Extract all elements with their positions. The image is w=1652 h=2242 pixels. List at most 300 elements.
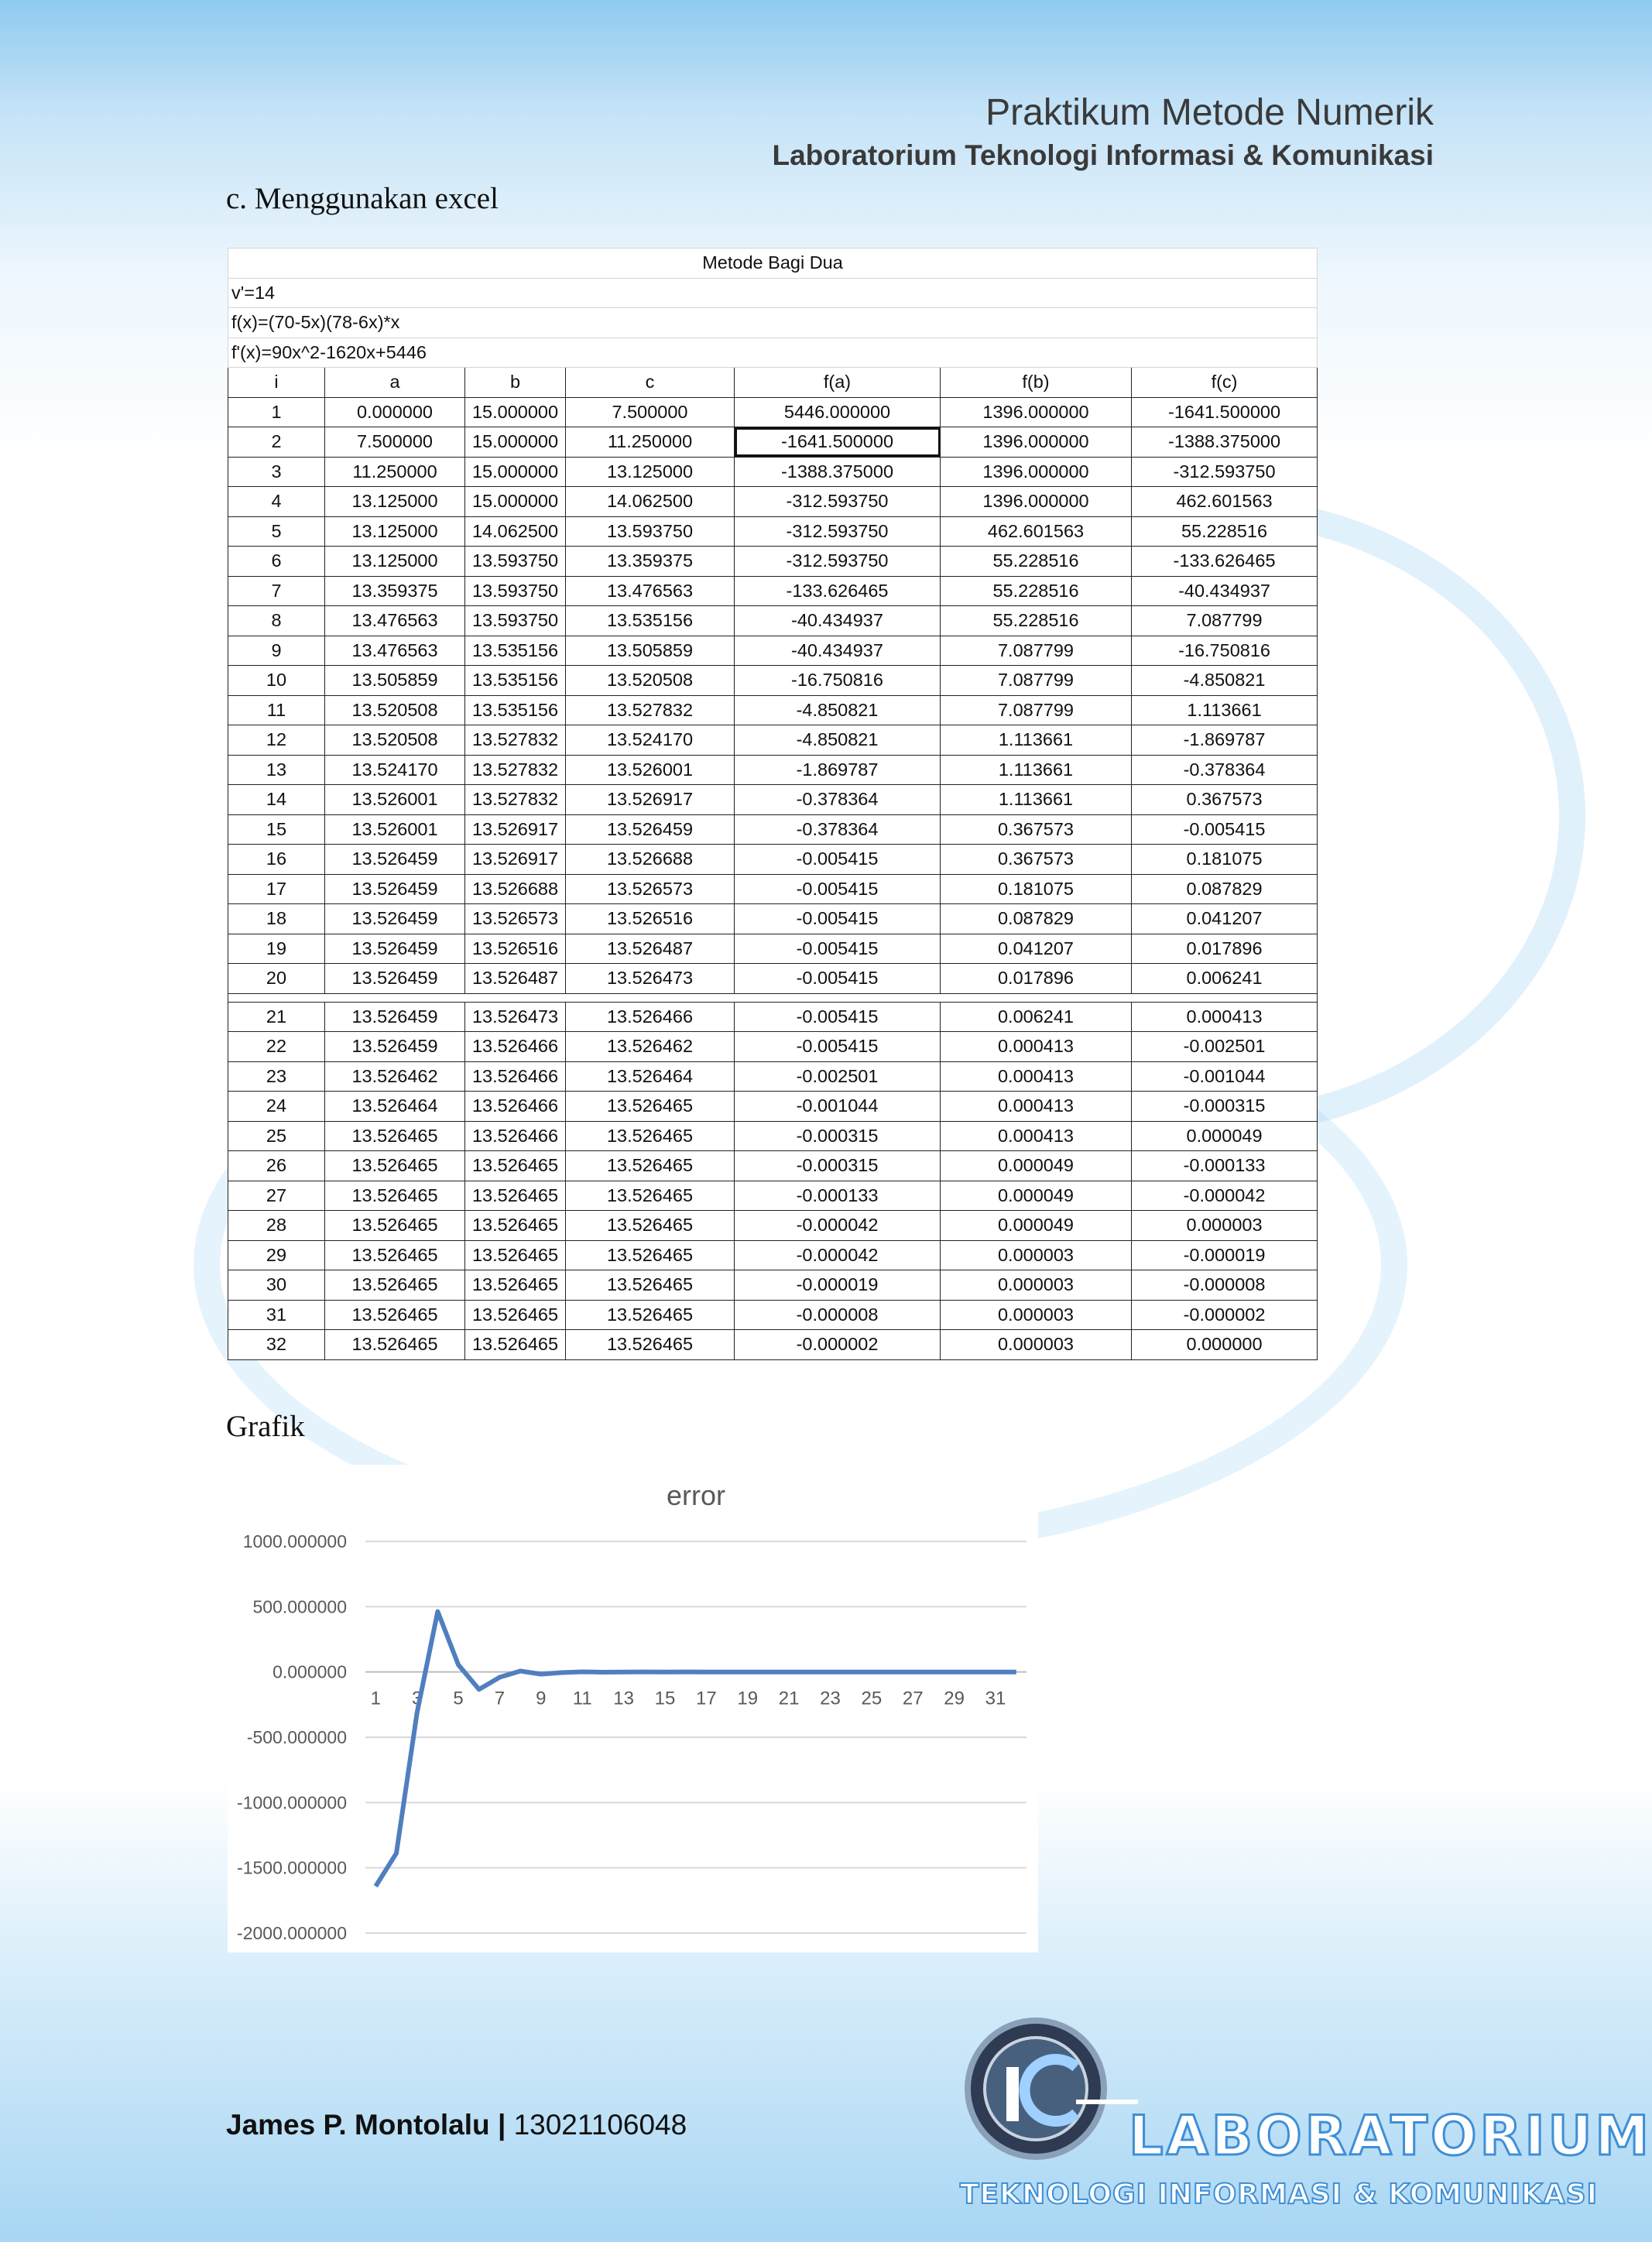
table-cell[interactable]: 2 [228,427,325,458]
table-cell[interactable]: 0.000003 [941,1270,1132,1301]
table-row [228,1061,1318,1092]
table-cell[interactable]: -0.005415 [735,934,941,964]
table-cell[interactable]: 13.526465 [465,1240,566,1270]
table-cell[interactable]: 13.526459 [325,1032,465,1062]
table-cell[interactable]: -0.378364 [735,814,941,845]
lab-emblem-icon [960,2013,1115,2168]
x-tick-label: 19 [737,1688,759,1709]
table-cell[interactable]: 13.526464 [566,1061,735,1092]
table-cell[interactable]: -312.593750 [735,547,941,577]
x-tick-label: 21 [778,1688,800,1709]
table-cell[interactable]: -40.434937 [1132,576,1318,606]
table-cell[interactable]: 13.526001 [566,755,735,785]
table-cell[interactable]: 27 [228,1181,325,1211]
table-cell[interactable]: 17 [228,874,325,904]
table-cell[interactable]: 0.367573 [941,845,1132,875]
table-cell[interactable]: 13.526466 [465,1092,566,1122]
table-cell[interactable]: 13.520508 [325,725,465,756]
table-cell[interactable]: 10 [228,666,325,696]
table-cell[interactable]: 0.006241 [1132,964,1318,994]
table-cell[interactable]: 13.526465 [465,1300,566,1330]
table-cell[interactable]: 13.526473 [465,1002,566,1032]
table-cell[interactable]: 13.526459 [325,964,465,994]
y-tick-label: -1000.000000 [237,1792,347,1813]
table-cell[interactable]: 0.000049 [1132,1121,1318,1151]
table-cell[interactable]: 13.526516 [465,934,566,964]
table-cell[interactable]: 31 [228,1300,325,1330]
table-cell[interactable]: -0.000133 [735,1181,941,1211]
sheet-title: Metode Bagi Dua [228,249,1318,279]
table-cell[interactable]: 13.526473 [566,964,735,994]
table-cell[interactable]: 13.125000 [325,516,465,547]
table-cell[interactable]: -0.001044 [735,1092,941,1122]
header-subtitle: Laboratorium Teknologi Informasi & Komunikasi [772,139,1434,171]
table-cell[interactable]: 13.476563 [566,576,735,606]
table-cell[interactable]: -40.434937 [735,606,941,636]
grafik-label: Grafik [226,1410,305,1443]
table-row [228,964,1318,994]
spreadsheet [228,248,1317,1360]
table-cell[interactable]: -133.626465 [1132,547,1318,577]
table-cell[interactable]: 13.527832 [465,725,566,756]
table-cell[interactable]: 55.228516 [941,606,1132,636]
table-cell[interactable]: 13.526001 [325,785,465,815]
table-cell[interactable]: 55.228516 [941,547,1132,577]
table-cell[interactable]: 0.000049 [941,1211,1132,1241]
table-cell[interactable]: 13 [228,755,325,785]
table-row [228,1270,1318,1301]
table-cell[interactable]: 13.359375 [325,576,465,606]
table-cell[interactable]: 13.359375 [566,547,735,577]
table-cell[interactable]: -312.593750 [1132,457,1318,487]
table-cell[interactable]: 0.367573 [941,814,1132,845]
table-cell[interactable]: 15 [228,814,325,845]
table-cell[interactable]: 3 [228,457,325,487]
column-header: i [228,368,325,398]
table-cell[interactable]: 13.526465 [566,1300,735,1330]
table-cell[interactable]: 13.505859 [325,666,465,696]
table-row [228,576,1318,606]
table-cell[interactable]: -0.000042 [735,1240,941,1270]
table-cell[interactable]: 0.087829 [941,904,1132,934]
table-cell[interactable]: 0.087829 [1132,874,1318,904]
table-cell[interactable]: 1.113661 [1132,695,1318,725]
table-cell[interactable]: -0.000002 [1132,1300,1318,1330]
table-cell[interactable]: 13.526459 [325,904,465,934]
table-cell[interactable]: 7.087799 [941,666,1132,696]
table-cell[interactable]: 0.017896 [1132,934,1318,964]
table-cell[interactable]: 13.527832 [465,785,566,815]
table-cell[interactable]: 21 [228,1002,325,1032]
table-cell[interactable]: 13.526465 [325,1151,465,1181]
column-header: f(b) [941,368,1132,398]
table-cell[interactable]: 13.526516 [566,904,735,934]
table-cell[interactable]: 1.113661 [941,785,1132,815]
error-chart [228,1465,1038,1952]
table-cell[interactable]: 0.000003 [941,1300,1132,1330]
table-cell[interactable]: 14 [228,785,325,815]
table-cell[interactable]: -1.869787 [735,755,941,785]
table-cell[interactable]: -0.000133 [1132,1151,1318,1181]
table-cell[interactable]: 13.526464 [325,1092,465,1122]
x-tick-label: 31 [985,1688,1006,1709]
table-cell[interactable]: -0.000008 [1132,1270,1318,1301]
table-cell[interactable]: 0.017896 [941,964,1132,994]
table-row [228,457,1318,487]
table-cell[interactable]: 13.535156 [465,666,566,696]
table-cell[interactable]: 13.526465 [566,1181,735,1211]
table-cell[interactable]: -1388.375000 [1132,427,1318,458]
table-cell[interactable]: 13.526465 [325,1270,465,1301]
table-cell[interactable]: -40.434937 [735,636,941,666]
table-cell[interactable]: -1641.500000 [1132,397,1318,427]
table-cell[interactable]: 19 [228,934,325,964]
table-cell[interactable]: 13.476563 [325,636,465,666]
table-cell[interactable]: 0.000000 [1132,1330,1318,1360]
table-cell[interactable]: -16.750816 [1132,636,1318,666]
table-cell[interactable]: 1396.000000 [941,427,1132,458]
y-tick-label: -500.000000 [246,1727,347,1747]
x-tick-label: 29 [944,1688,965,1709]
table-cell[interactable]: -4.850821 [1132,666,1318,696]
table-cell[interactable]: 13.125000 [325,547,465,577]
table-cell[interactable]: 13.593750 [465,576,566,606]
table-cell[interactable]: 0.000003 [941,1330,1132,1360]
table-cell[interactable]: -0.005415 [735,1002,941,1032]
table-cell[interactable]: 13.526465 [325,1300,465,1330]
table-cell[interactable]: 0.000413 [941,1121,1132,1151]
x-tick-label: 11 [572,1688,592,1709]
table-cell[interactable]: 13.526688 [465,874,566,904]
info-line: f'(x)=90x^2-1620x+5446 [228,338,1318,368]
table-cell[interactable]: 15.000000 [465,487,566,517]
table-cell[interactable]: 13.593750 [465,547,566,577]
y-tick-label: 0.000000 [272,1661,347,1682]
table-cell[interactable]: -1.869787 [1132,725,1318,756]
table-cell[interactable]: -0.000042 [1132,1181,1318,1211]
table-cell[interactable]: 1.113661 [941,725,1132,756]
table-cell[interactable]: 20 [228,964,325,994]
column-header: b [465,368,566,398]
table-cell[interactable]: -1641.500000 [735,427,941,458]
table-cell[interactable]: -0.000042 [735,1211,941,1241]
table-cell[interactable]: 13.526459 [325,1002,465,1032]
table-row [228,814,1318,845]
table-cell[interactable]: 32 [228,1330,325,1360]
table-cell[interactable]: 13.526917 [465,814,566,845]
info-line: f(x)=(70-5x)(78-6x)*x [228,308,1318,338]
table-cell[interactable]: 26 [228,1151,325,1181]
table-cell[interactable]: 23 [228,1061,325,1092]
x-tick-label: 5 [453,1688,464,1709]
table-cell[interactable]: 7 [228,576,325,606]
column-header: c [566,368,735,398]
table-cell[interactable]: 462.601563 [1132,487,1318,517]
table-cell[interactable]: 7.087799 [1132,606,1318,636]
table-row [228,1092,1318,1122]
table-cell[interactable]: 25 [228,1121,325,1151]
table-cell[interactable]: -0.000002 [735,1330,941,1360]
chart-title: error [666,1479,726,1511]
table-cell[interactable]: 0.181075 [1132,845,1318,875]
table-cell[interactable]: 7.500000 [325,427,465,458]
x-tick-label: 25 [861,1688,883,1709]
info-line: v'=14 [228,278,1318,308]
table-cell[interactable]: 14.062500 [465,516,566,547]
table-row [228,695,1318,725]
table-cell[interactable]: -16.750816 [735,666,941,696]
table-cell[interactable]: 29 [228,1240,325,1270]
table-cell[interactable]: 13.526465 [325,1330,465,1360]
table-cell[interactable]: -312.593750 [735,516,941,547]
x-tick-label: 15 [654,1688,676,1709]
table-cell[interactable]: 7.087799 [941,636,1132,666]
table-cell[interactable]: 4 [228,487,325,517]
table-row [228,1330,1318,1360]
table-cell[interactable]: 13.526465 [566,1121,735,1151]
table-cell[interactable]: 0.000413 [1132,1002,1318,1032]
table-cell[interactable]: 0.000413 [941,1032,1132,1062]
table-row [228,1211,1318,1241]
table-cell[interactable]: 0.000003 [1132,1211,1318,1241]
table-row [228,1002,1318,1032]
table-cell[interactable]: 0.000003 [941,1240,1132,1270]
table-cell[interactable]: 13.526462 [566,1032,735,1062]
table-cell[interactable]: 13.526466 [465,1032,566,1062]
table-cell[interactable]: 15.000000 [465,427,566,458]
table-cell[interactable]: 13.526487 [566,934,735,964]
table-cell[interactable]: 13.526459 [325,874,465,904]
table-row [228,755,1318,785]
table-cell[interactable]: 13.526465 [566,1151,735,1181]
table-cell[interactable]: 24 [228,1092,325,1122]
table-cell[interactable]: -0.002501 [1132,1032,1318,1062]
table-cell[interactable]: 13.526917 [465,845,566,875]
error-chart-svg [228,1465,1038,1952]
table-cell[interactable]: 13.526459 [566,814,735,845]
table-cell[interactable]: -0.000315 [1132,1092,1318,1122]
bisection-table [228,248,1318,1360]
table-cell[interactable]: 28 [228,1211,325,1241]
footer-author [226,2109,687,2141]
table-cell[interactable]: 1 [228,397,325,427]
table-row [228,1240,1318,1270]
table-cell[interactable]: 13.526459 [325,934,465,964]
table-cell[interactable]: 13.526001 [325,814,465,845]
y-tick-label: -2000.000000 [237,1923,347,1943]
table-cell[interactable]: 13.526465 [325,1121,465,1151]
x-tick-label: 13 [613,1688,634,1709]
table-row [228,785,1318,815]
table-cell[interactable]: 13.526465 [465,1211,566,1241]
table-cell[interactable]: 13.524170 [325,755,465,785]
table-cell[interactable]: 0.000049 [941,1151,1132,1181]
y-tick-label: 1000.000000 [242,1531,347,1551]
table-cell[interactable]: 13.476563 [325,606,465,636]
table-cell[interactable]: -0.001044 [1132,1061,1318,1092]
lab-logo [960,2013,1652,2230]
table-cell[interactable]: 0.041207 [1132,904,1318,934]
table-cell[interactable]: -1388.375000 [735,457,941,487]
table-cell[interactable]: 12 [228,725,325,756]
x-tick-label: 23 [820,1688,841,1709]
table-cell[interactable]: 13.526917 [566,785,735,815]
table-cell[interactable]: 13.526465 [566,1270,735,1301]
table-cell[interactable]: 55.228516 [941,576,1132,606]
table-cell[interactable]: 13.505859 [566,636,735,666]
table-cell[interactable]: 13.526465 [566,1330,735,1360]
table-cell[interactable]: 0.000413 [941,1092,1132,1122]
x-tick-label: 3 [412,1688,423,1709]
table-cell[interactable]: 462.601563 [941,516,1132,547]
table-cell[interactable]: 1.113661 [941,755,1132,785]
table-row [228,427,1318,458]
table-row [228,1300,1318,1330]
table-cell[interactable]: 11.250000 [566,427,735,458]
table-cell[interactable]: -0.005415 [735,964,941,994]
table-cell[interactable]: -0.000019 [1132,1240,1318,1270]
table-cell[interactable]: 5446.000000 [735,397,941,427]
table-cell[interactable]: -0.000315 [735,1121,941,1151]
table-cell[interactable]: 0.041207 [941,934,1132,964]
logo-word: LABORATORIUM [1129,2104,1652,2168]
table-cell[interactable]: 13.526465 [325,1211,465,1241]
table-cell[interactable]: -0.000008 [735,1300,941,1330]
table-cell[interactable]: -0.005415 [735,904,941,934]
table-cell[interactable]: -4.850821 [735,695,941,725]
table-cell[interactable]: 7.087799 [941,695,1132,725]
table-cell[interactable]: 13.526465 [566,1240,735,1270]
table-row [228,934,1318,964]
table-cell[interactable]: 13.593750 [566,516,735,547]
table-cell[interactable]: 22 [228,1032,325,1062]
y-tick-label: -1500.000000 [237,1857,347,1878]
table-cell[interactable]: -4.850821 [735,725,941,756]
logo-subtitle: TEKNOLOGI INFORMASI & KOMUNIKASI [960,2179,1598,2210]
table-cell[interactable]: 30 [228,1270,325,1301]
table-cell[interactable]: 13.526466 [465,1121,566,1151]
x-tick-label: 1 [370,1688,382,1709]
table-cell[interactable]: -0.005415 [735,845,941,875]
x-tick-label: 17 [695,1688,717,1709]
author-separator: | [497,2109,506,2141]
table-row [228,636,1318,666]
table-cell[interactable]: 13.526466 [465,1061,566,1092]
table-cell[interactable]: -0.000019 [735,1270,941,1301]
table-cell[interactable]: 13.526465 [325,1181,465,1211]
table-cell[interactable]: -0.000315 [735,1151,941,1181]
table-row [228,516,1318,547]
table-cell[interactable]: 0.000049 [941,1181,1132,1211]
table-cell[interactable]: 16 [228,845,325,875]
table-cell[interactable]: 15.000000 [465,457,566,487]
table-cell[interactable]: 13.524170 [566,725,735,756]
table-cell[interactable]: 13.526465 [465,1270,566,1301]
table-cell[interactable]: 5 [228,516,325,547]
table-cell[interactable]: 1396.000000 [941,457,1132,487]
table-cell[interactable]: 13.520508 [566,666,735,696]
table-cell[interactable]: 11.250000 [325,457,465,487]
table-cell[interactable]: 15.000000 [465,397,566,427]
table-cell[interactable]: 13.527832 [566,695,735,725]
table-cell[interactable]: -0.005415 [1132,814,1318,845]
table-cell[interactable]: 6 [228,547,325,577]
table-cell[interactable]: 13.526573 [566,874,735,904]
table-row [228,547,1318,577]
table-cell[interactable]: 13.526465 [566,1092,735,1122]
table-cell[interactable]: -0.005415 [735,874,941,904]
table-cell[interactable]: 13.125000 [566,457,735,487]
table-header-row [228,368,1318,398]
table-cell[interactable]: -0.378364 [1132,755,1318,785]
table-cell[interactable]: 9 [228,636,325,666]
column-header: f(a) [735,368,941,398]
table-cell[interactable]: 13.526465 [465,1330,566,1360]
table-row [228,1181,1318,1211]
x-tick-label: 27 [902,1688,924,1709]
table-cell[interactable]: 13.526465 [465,1181,566,1211]
table-cell[interactable]: 11 [228,695,325,725]
table-cell[interactable]: 13.535156 [465,695,566,725]
table-row [228,666,1318,696]
table-cell[interactable]: -0.005415 [735,1032,941,1062]
table-cell[interactable]: 7.500000 [566,397,735,427]
table-cell[interactable]: 13.535156 [465,636,566,666]
author-name: James P. Montolalu [226,2109,490,2141]
table-cell[interactable]: 13.526459 [325,845,465,875]
table-cell[interactable]: 14.062500 [566,487,735,517]
table-cell[interactable]: 13.526487 [465,964,566,994]
table-cell[interactable]: 13.526462 [325,1061,465,1092]
table-cell[interactable]: 13.526688 [566,845,735,875]
table-cell[interactable]: 18 [228,904,325,934]
table-cell[interactable]: -0.002501 [735,1061,941,1092]
table-cell[interactable]: 0.181075 [941,874,1132,904]
y-tick-label: 500.000000 [252,1596,347,1617]
table-row [228,874,1318,904]
table-row [228,606,1318,636]
table-row [228,1121,1318,1151]
table-cell[interactable]: 13.593750 [465,606,566,636]
table-cell[interactable]: 13.526465 [325,1240,465,1270]
table-cell[interactable]: 13.526466 [566,1002,735,1032]
table-cell[interactable]: 0.367573 [1132,785,1318,815]
table-cell[interactable]: 0.000413 [941,1061,1132,1092]
error-series-line [375,1612,1016,1887]
column-header: f(c) [1132,368,1318,398]
table-gap [228,993,1318,1002]
table-cell[interactable]: 8 [228,606,325,636]
table-cell[interactable]: 13.526465 [566,1211,735,1241]
table-cell[interactable]: 13.520508 [325,695,465,725]
table-cell[interactable]: 13.527832 [465,755,566,785]
table-cell[interactable]: 1396.000000 [941,397,1132,427]
table-row [228,725,1318,756]
table-cell[interactable]: 1396.000000 [941,487,1132,517]
table-cell[interactable]: 0.006241 [941,1002,1132,1032]
table-cell[interactable]: 55.228516 [1132,516,1318,547]
table-cell[interactable]: 13.535156 [566,606,735,636]
table-cell[interactable]: -312.593750 [735,487,941,517]
column-header: a [325,368,465,398]
table-cell[interactable]: 0.000000 [325,397,465,427]
table-cell[interactable]: 13.526573 [465,904,566,934]
table-cell[interactable]: -0.378364 [735,785,941,815]
table-cell[interactable]: 13.526465 [465,1151,566,1181]
table-cell[interactable]: 13.125000 [325,487,465,517]
table-cell[interactable]: -133.626465 [735,576,941,606]
section-heading: c. Menggunakan excel [226,182,499,215]
